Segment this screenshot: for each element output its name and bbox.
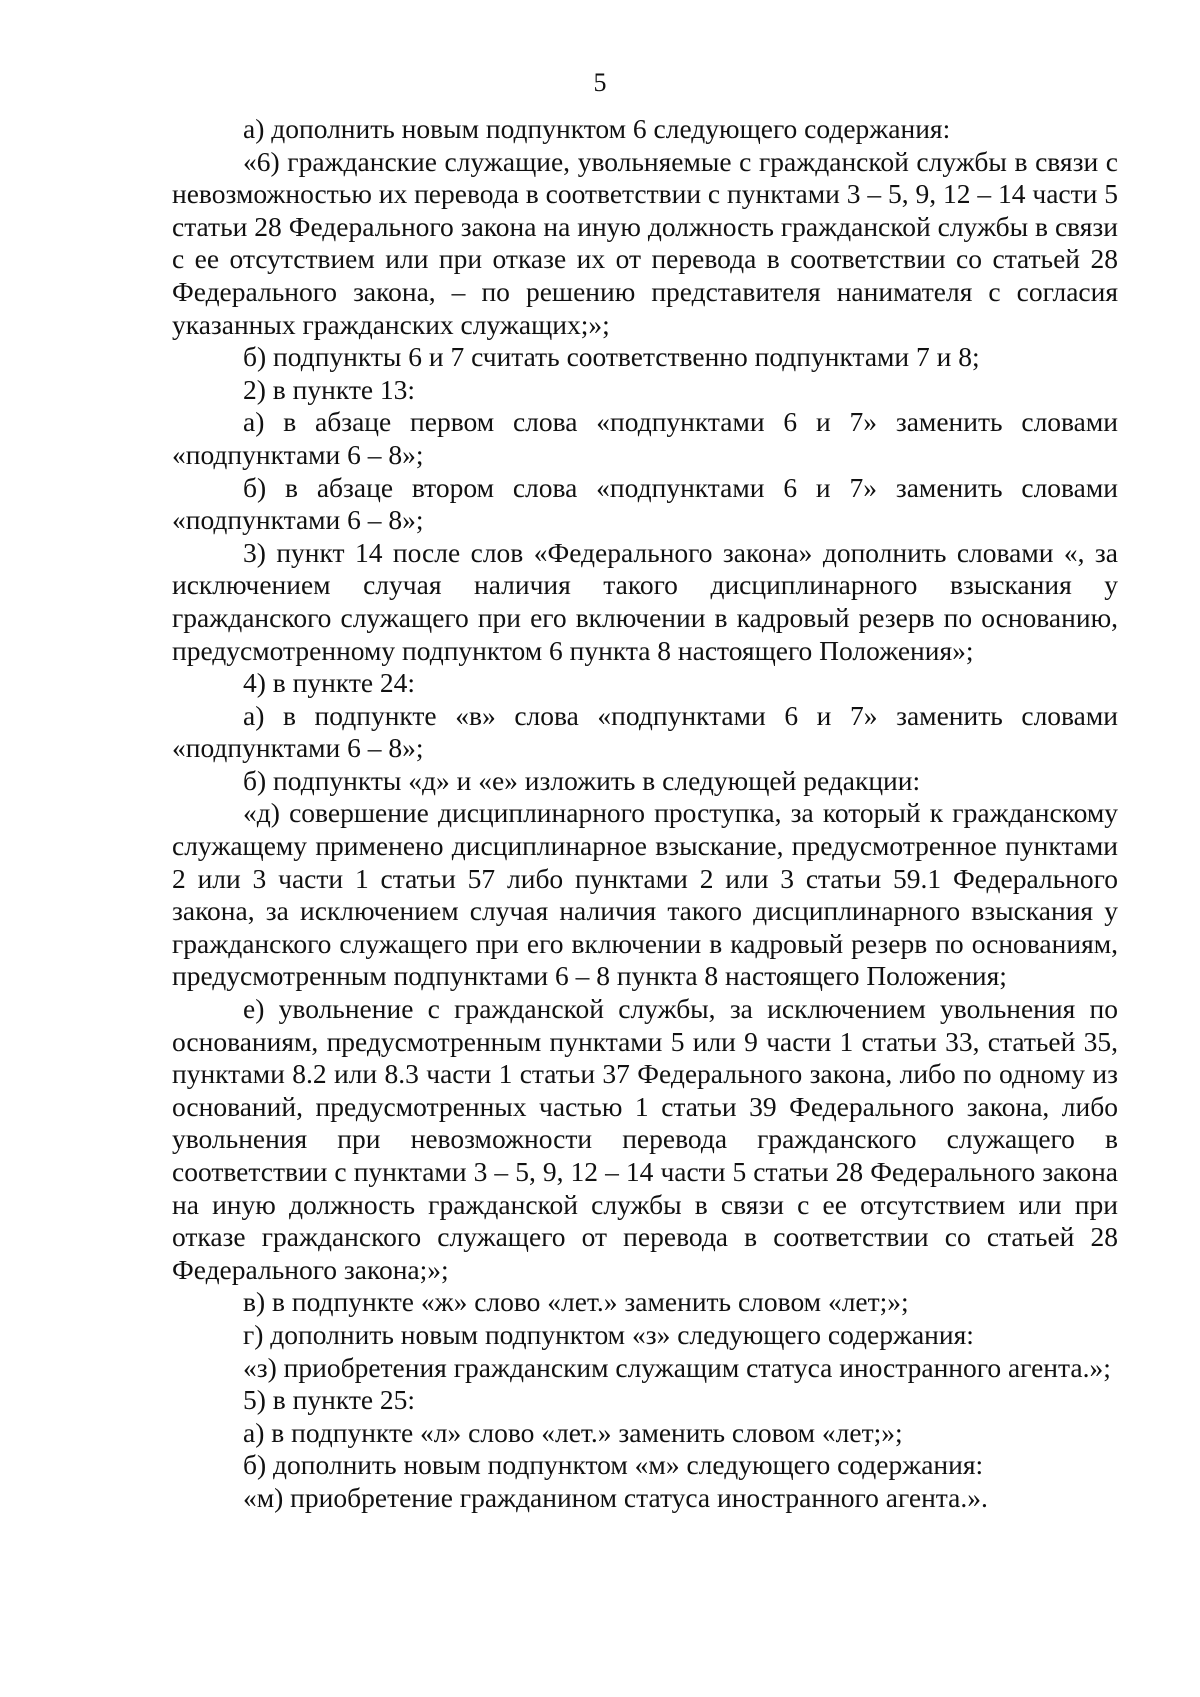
paragraph: а) в подпункте «л» слово «лет.» заменить словом «лет;»; [243, 1416, 903, 1448]
paragraph: б) подпункты 6 и 7 считать соответственно подпунктами 7 и 8; [243, 341, 980, 373]
paragraph: «6) гражданские служащие, увольняемые с гражданской службы в связи с невозможностью их перевода в соответствии с пунктами 3 – 5, 9, 12 – 14 части 5 статьи 28 Федерального закона на иную должность гражданской службы в связи с ее отсутствием или при отказе их от перевода в соответствии со статьей 28 Федерального закона, – по решению представителя нанимателя с согласия указанных гражданских служащих;»; [172, 145, 1118, 340]
paragraph: б) в абзаце втором слова «подпунктами 6 и 7» заменить словами «подпунктами 6 – 8»; [172, 471, 1118, 536]
paragraph: 3) пункт 14 после слов «Федерального закона» дополнить словами «, за исключением случая наличия такого дисциплинарного взыскания у гражданского служащего при его включении в кадровый резерв по основанию, предусмотренному подпунктом 6 пункта 8 настоящего Положения»; [172, 536, 1118, 666]
paragraph: 4) в пункте 24: [243, 667, 416, 699]
paragraph: г) дополнить новым подпунктом «з» следующего содержания: [243, 1318, 974, 1350]
paragraph: «д) совершение дисциплинарного проступка, за который к гражданскому служащему применено дисциплинарное взыскание, предусмотренное пунктами 2 или 3 части 1 статьи 57 либо пунктами 2 или 3 статьи 59.1 Федерального закона, за исключением случая наличия такого дисциплинарного взыскания у гражданского служащего при его включении в кадровый резерв по основаниям, предусмотренным подпунктами 6 – 8 пункта 8 настоящего Положения; [172, 797, 1118, 992]
paragraph: в) в подпункте «ж» слово «лет.» заменить словом «лет;»; [243, 1286, 909, 1318]
paragraph: 2) в пункте 13: [243, 373, 416, 405]
paragraph: б) подпункты «д» и «е» изложить в следующей редакции: [243, 764, 921, 796]
paragraph: 5) в пункте 25: [243, 1384, 416, 1416]
paragraph: «з) приобретения гражданским служащим статуса иностранного агента.»; [243, 1351, 1111, 1383]
document-body [172, 113, 1118, 1515]
paragraph: а) в подпункте «в» слова «подпунктами 6 и 7» заменить словами «подпунктами 6 – 8»; [172, 699, 1118, 764]
paragraph: а) в абзаце первом слова «подпунктами 6 и 7» заменить словами «подпунктами 6 – 8»; [172, 406, 1118, 470]
paragraph: е) увольнение с гражданской службы, за исключением увольнения по основаниям, предусмотренным пунктами 5 или 9 части 1 статьи 33, статьей 35, пунктами 8.2 или 8.3 части 1 статьи 37 Федерального закона, либо по одному из оснований, предусмотренных частью 1 статьи 39 Федерального закона, либо увольнения при невозможности перевода гражданского служащего в соответствии с пунктами 3 – 5, 9, 12 – 14 части 5 статьи 28 Федерального закона на иную должность гражданской службы в связи с ее отсутствием или при отказе гражданского служащего от перевода в соответствии со статьей 28 Федерального закона;»; [172, 993, 1118, 1285]
paragraph: «м) приобретение гражданином статуса иностранного агента.». [243, 1481, 988, 1513]
paragraph: а) дополнить новым подпунктом 6 следующего содержания: [243, 113, 951, 144]
paragraph: б) дополнить новым подпунктом «м» следующего содержания: [243, 1449, 984, 1481]
page-number: 5 [593, 68, 607, 97]
